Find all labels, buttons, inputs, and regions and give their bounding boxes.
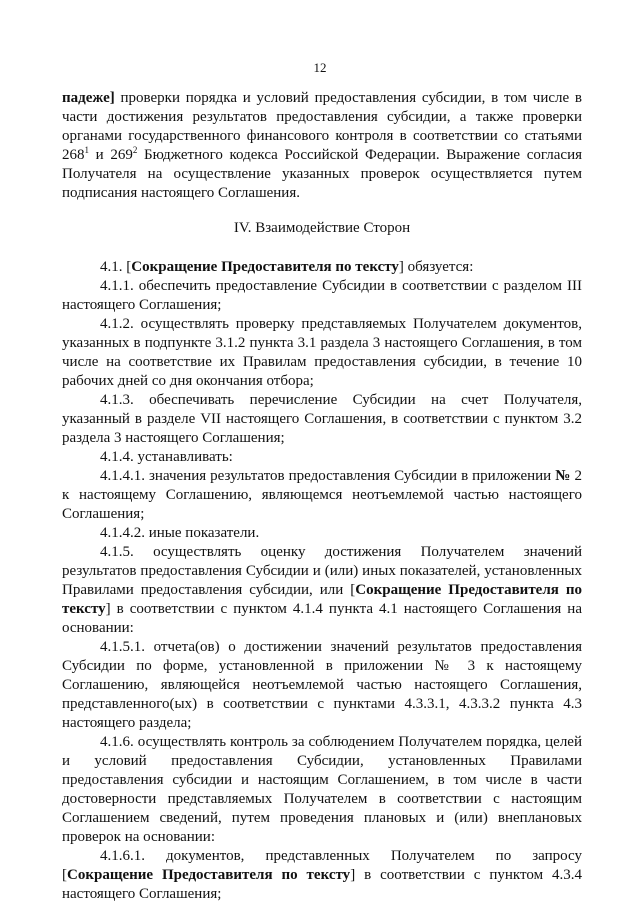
p-4-1-5-post: ] в соответствии с пунктом 4.1.4 пункта 4.1 настоящего Соглашения на основании: — [62, 601, 582, 636]
p-4-1-6-1-post: ] в соответствии с пунктом 4.3.4 настоящего Соглашения; — [62, 867, 582, 902]
paragraph-4-1-4-2: 4.1.4.2. иные показатели. — [100, 525, 260, 541]
p-4-1-post: ] обязуется: — [398, 259, 474, 275]
p-4-1-bold: Сокращение Предоставителя по тексту — [131, 259, 399, 275]
paragraph-4-1-1: 4.1.1. обеспечить предоставление Субсидии в соответствии с разделом III настоящего Соглашения; — [62, 278, 582, 313]
intro-sup-1: 1 — [84, 145, 89, 155]
intro-text-3: Бюджетного кодекса Российской Федерации. Выражение согласия Получателя на осуществление указанных проверок осуществляется путем подписания настоящего Соглашения. — [62, 147, 582, 201]
intro-text-2: и 269 — [89, 147, 133, 163]
paragraph-4-1-4-1 — [62, 467, 582, 524]
paragraph-4-1 — [62, 258, 582, 277]
document-body — [62, 89, 582, 904]
p-4-1-4-1-post: 2 к настоящему Соглашению, являющемся неотъемлемой частью настоящего Соглашения; — [62, 468, 583, 522]
intro-text-1: проверки порядка и условий предоставления субсидии, в том числе в части достижения результатов предоставления субсидии, а также проверки органами государственного финансового контроля в соответствии со статьями 268 — [62, 90, 582, 163]
paragraph-4-1-5 — [62, 543, 582, 638]
page-number: 12 — [313, 60, 327, 75]
paragraph-4-1-6-1 — [62, 847, 582, 904]
paragraph-4-1-3: 4.1.3. обеспечивать перечисление Субсидии на счет Получателя, указанный в разделе VII настоящего Соглашения, в соответствии с пунктом 3.2 раздела 3 настоящего Соглашения; — [62, 392, 582, 446]
section-title: IV. Взаимодействие Сторон — [233, 220, 411, 236]
intro-bold: падеже] — [62, 90, 115, 106]
p-4-1-6-1-pre: 4.1.6.1. документов, представленных Получателем по запросу [ — [62, 848, 582, 883]
p-4-1-5-bold: Сокращение Предоставителя по тексту — [62, 582, 582, 617]
intro-paragraph — [62, 89, 582, 203]
p-4-1-pre: 4.1. [ — [100, 259, 132, 275]
paragraph-4-1-6: 4.1.6. осуществлять контроль за соблюдением Получателем порядка, целей и условий предоставления Субсидии, установленных Правилами предоставления субсидии и настоящим Соглашением, в том числе в части достоверности представляемых Получателем в соответствии с настоящим Соглашением сведений, путем проведения плановых и (или) внеплановых проверок на основании: — [62, 734, 582, 845]
p-4-1-4-1-pre: 4.1.4.1. значения результатов предоставления Субсидии в приложении — [100, 468, 556, 484]
paragraph-4-1-2: 4.1.2. осуществлять проверку представляемых Получателем документов, указанных в подпункте 3.1.2 пункта 3.1 раздела 3 настоящего Соглашения, в том числе на соответствие их Правилам предоставления субсидии, в течение 10 рабочих дней со дня окончания отбора; — [62, 316, 582, 389]
p-4-1-6-1-bold: Сокращение Предоставителя по тексту — [67, 867, 351, 883]
paragraph-4-1-4: 4.1.4. устанавливать: — [100, 449, 233, 465]
p-4-1-4-1-bold: № — [555, 468, 571, 484]
paragraph-4-1-5-1: 4.1.5.1. отчета(ов) о достижении значений результатов предоставления Субсидии по форме, установленной в приложении № 3 к настоящему Соглашению, являющейся неотъемлемой частью настоящего Соглашения, представленного(ых) в соответствии с пунктами 4.3.3.1, 4.3.3.2 пункта 4.3 настоящего раздела; — [62, 639, 582, 731]
p-4-1-5-pre: 4.1.5. осуществлять оценку достижения Получателем значений результатов предоставления Субсидии и (или) иных показателей, установленных Правилами предоставления субсидии, или [ — [62, 544, 582, 598]
intro-sup-2: 2 — [132, 145, 138, 155]
